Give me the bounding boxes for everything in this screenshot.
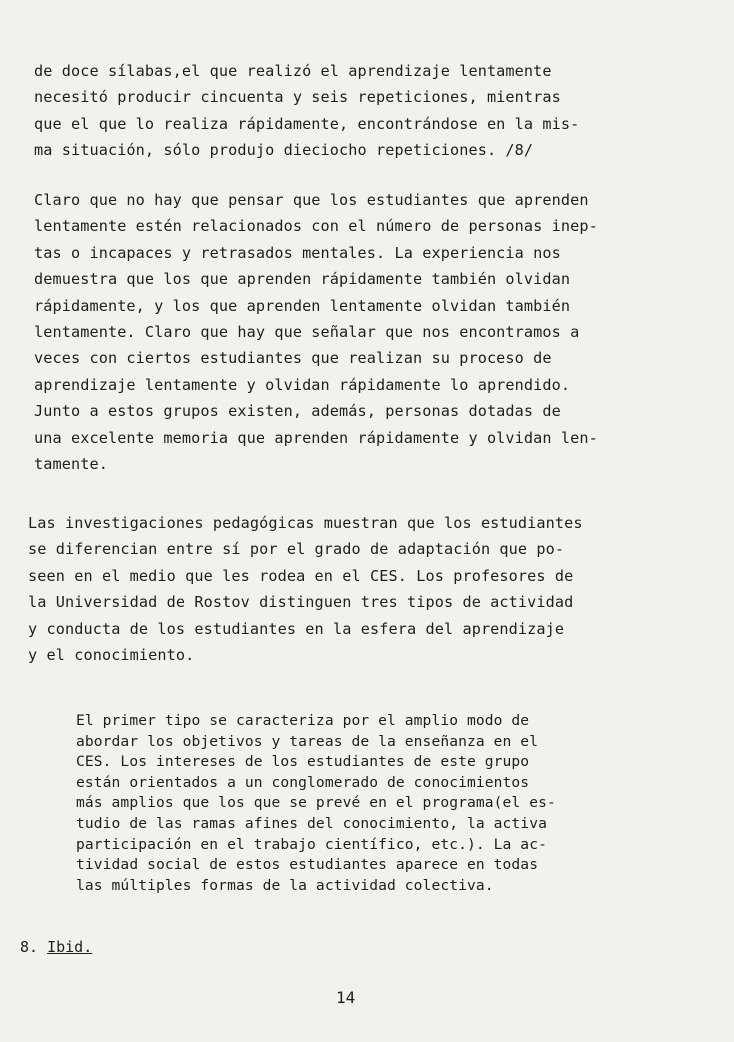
page-number: 14 (336, 988, 356, 1007)
text-line: CES. Los intereses de los estudiantes de este grupo (76, 753, 530, 771)
text-line: necesitó producir cincuenta y seis repeticiones, mientras (34, 88, 561, 107)
text-line: y conducta de los estudiantes en la esfera del aprendizaje (28, 619, 565, 638)
text-line: tas o incapaces y retrasados mentales. La experiencia nos (34, 243, 561, 262)
paragraph-repetitions (34, 58, 704, 164)
text-line: demuestra que los que aprenden rápidamente también olvidan (34, 270, 571, 289)
text-line: se diferencian entre sí por el grado de adaptación que po- (28, 540, 565, 559)
indented-quote-first-type (76, 711, 676, 896)
text-line: El primer tipo se caracteriza por el amplio modo de (76, 712, 530, 729)
text-line: participación en el trabajo científico, etc.). La ac- (76, 835, 547, 853)
text-line: tividad social de estos estudiantes aparece en todas (76, 856, 539, 874)
text-line: más amplios que los que se prevé en el programa(el es- (76, 794, 556, 812)
text-line: de doce sílabas,el que realizó el aprendizaje lentamente (34, 62, 552, 80)
text-line: que el que lo realiza rápidamente, encontrándose en la mis- (34, 114, 580, 133)
text-line: Las investigaciones pedagógicas muestran que los estudiantes (28, 514, 583, 532)
text-line: tudio de las ramas afines del conocimiento, la activa (76, 814, 547, 832)
text-line: la Universidad de Rostov distinguen tres tipos de actividad (28, 593, 574, 612)
text-line: seen en el medio que les rodea en el CES. Los profesores de (28, 566, 574, 585)
text-line: las múltiples formas de la actividad colectiva. (76, 876, 494, 894)
text-line: tamente. (34, 455, 108, 474)
paragraph-slow-learners (34, 187, 704, 477)
text-line: lentamente. Claro que hay que señalar que nos encontramos a (34, 323, 580, 342)
footnote-number: 8. (20, 938, 39, 956)
text-line: rápidamente, y los que aprenden lentamente olvidan también (34, 296, 571, 315)
text-line: Claro que no hay que pensar que los estudiantes que aprenden (34, 191, 589, 209)
footnote-text: Ibid. (47, 938, 93, 956)
text-line: una excelente memoria que aprenden rápidamente y olvidan len- (34, 428, 598, 447)
text-line: ma situación, sólo produjo dieciocho repeticiones. /8/ (34, 141, 534, 160)
text-line: lentamente estén relacionados con el número de personas inep- (34, 217, 598, 236)
text-line: y el conocimiento. (28, 646, 195, 665)
text-line: veces con ciertos estudiantes que realizan su proceso de (34, 349, 552, 368)
paragraph-investigations (28, 510, 708, 668)
footnote (20, 934, 92, 960)
text-line: abordar los objetivos y tareas de la enseñanza en el (76, 732, 539, 750)
text-line: están orientados a un conglomerado de conocimientos (76, 773, 530, 791)
text-line: aprendizaje lentamente y olvidan rápidamente lo aprendido. (34, 375, 571, 394)
text-line: Junto a estos grupos existen, además, personas dotadas de (34, 402, 561, 421)
